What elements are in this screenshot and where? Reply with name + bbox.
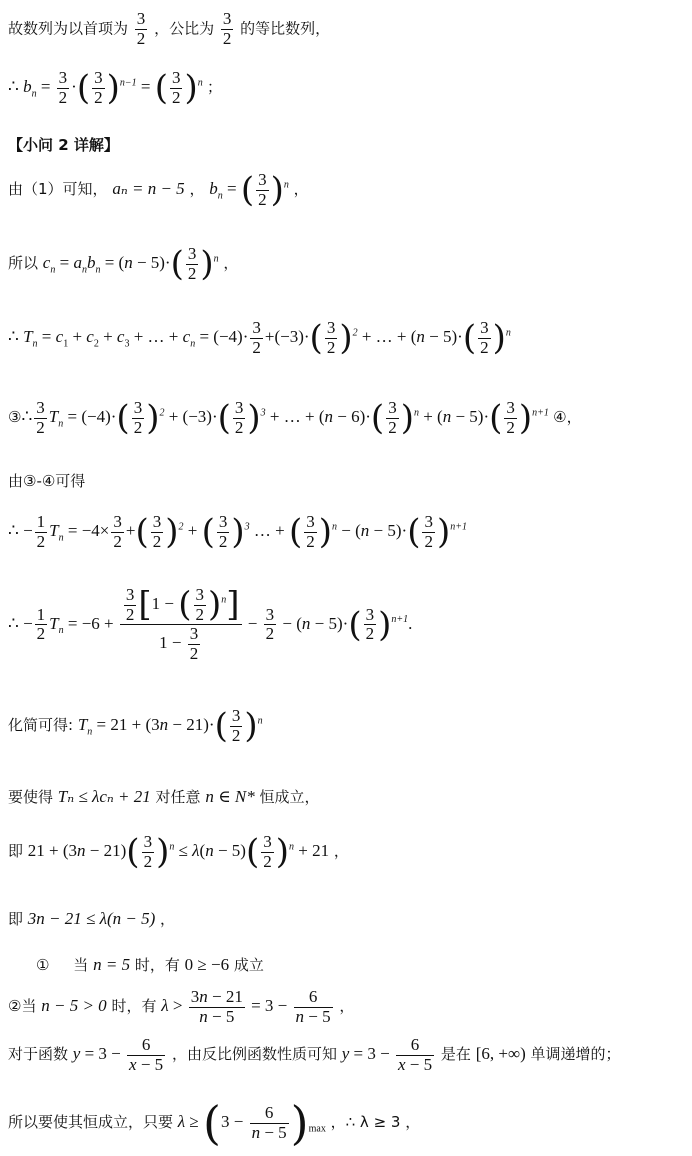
line-function: 对于函数 y = 3 − $\frac{6}{x - 5}$ ，由反比例函数性质可知 y = 3 − $\frac{6}{x - 5}$ 是在 [6, +∞) 单调递增的； bbox=[8, 1035, 621, 1074]
text-ratio: ，公比为 bbox=[154, 19, 215, 38]
line-first-term bbox=[8, 10, 686, 48]
line-neg-half-Tn-2: ∴ − $\frac{1}{2}$ $T_n = -6$ + $\frac{3}{2}$ [1 − ( $\frac{3}{2}$ )$^n$] 1 − $\frac{3}{2}$ − $\frac{3}{2}$ − (n − 5)·( $\frac{3}{2}$ )$^{n+1}$. bbox=[8, 584, 413, 664]
line-3-2-Tn: ③∴ $\frac{3}{2}$ $T_n = (-4)\cdot$( $\frac{3}{2}$ )$^2$ + (−3)·( $\frac{3}{2}$ )$^3$ + … + (n − 6)·( $\frac{3}{2}$ )$^n$ + (n − 5)·( $\frac{3}{2}$ )$^{n+1}$ ④， bbox=[8, 397, 582, 438]
line-case-2: ②当 n − 5 > 0 时，有 λ > $\frac{3n - 21}{n - 5}$ = 3 − $\frac{6}{n - 5}$ ， bbox=[8, 987, 355, 1026]
line-bn-formula: ∴ $b_n$ = $\frac{3}{2}$ ·( $\frac{3}{2}$ )$^{n-1}$ = ( $\frac{3}{2}$ )$^n$ ； bbox=[8, 67, 223, 108]
section-heading: 【小问 2 详解】 bbox=[8, 136, 119, 154]
line-neg-half-Tn-1: ∴ − $\frac{1}{2}$ $T_n = -4\times$ $\frac{3}{2}$ +( $\frac{3}{2}$ )$^2$ + ( $\frac{3}{2}$ )$^3$ … + ( $\frac{3}{2}$ )$^n$ − (n − 5)·( $\frac{3}{2}$ )$^{n+1}$ bbox=[8, 511, 467, 552]
therefore-symbol: ∴ bbox=[8, 76, 19, 96]
line-Tn-sum: ∴ $T_n = c_1 + c_2 + c_3$ + … + $c_n = (-4)\cdot$ $\frac{3}{2}$ +(−3)·( $\frac{3}{2}$ )$^2$ + … + (n − 5)·( $\frac{3}{2}$ )$^n$ bbox=[8, 317, 511, 358]
line-inequality-1: 即 21 + (3n − 21)( $\frac{3}{2}$ )$^n$ ≤ λ(n − 5)( $\frac{3}{2}$ )$^n$ + 21 ， bbox=[8, 831, 349, 872]
line-case-1: ① 当 n = 5 时，有 0 ≥ −6 成立 bbox=[36, 955, 264, 974]
text-geometric: 的等比数列， bbox=[240, 19, 331, 38]
line-subtract: 由③-④可得 bbox=[8, 472, 86, 490]
fraction-3-2: $\frac{3}{2}$ bbox=[136, 9, 146, 48]
line-inequality-2: 即 3n − 21 ≤ λ(n − 5) ， bbox=[8, 909, 176, 928]
line-conclusion: 所以要使其恒成立，只要 λ ≥ (3 − $\frac{6}{n - 5}$ )$_{max}$ ，∴ λ ≥ 3 ， bbox=[8, 1096, 421, 1150]
fraction-3-2: $\frac{3}{2}$ bbox=[222, 9, 232, 48]
line-condition: 要使得 Tₙ ≤ λcₙ + 21 对任意 n ∈ N* 恒成立， bbox=[8, 787, 320, 806]
line-simplify: 化简可得: $T_n = 21 + (3n - 21)\cdot$( $\frac{3}{2}$ )$^n$ bbox=[8, 705, 263, 746]
line-from-part1: 由（1）可知， aₙ = n − 5 ， $b_n$ = ( $\frac{3}{2}$ )$^n$ ， bbox=[8, 169, 309, 210]
text-first-term: 故数列为以首项为 bbox=[8, 19, 129, 38]
line-cn-formula: 所以 $c_n = a_nb_n = (n - 5)\cdot$( $\frac{3}{2}$ )$^n$ ， bbox=[8, 243, 239, 284]
